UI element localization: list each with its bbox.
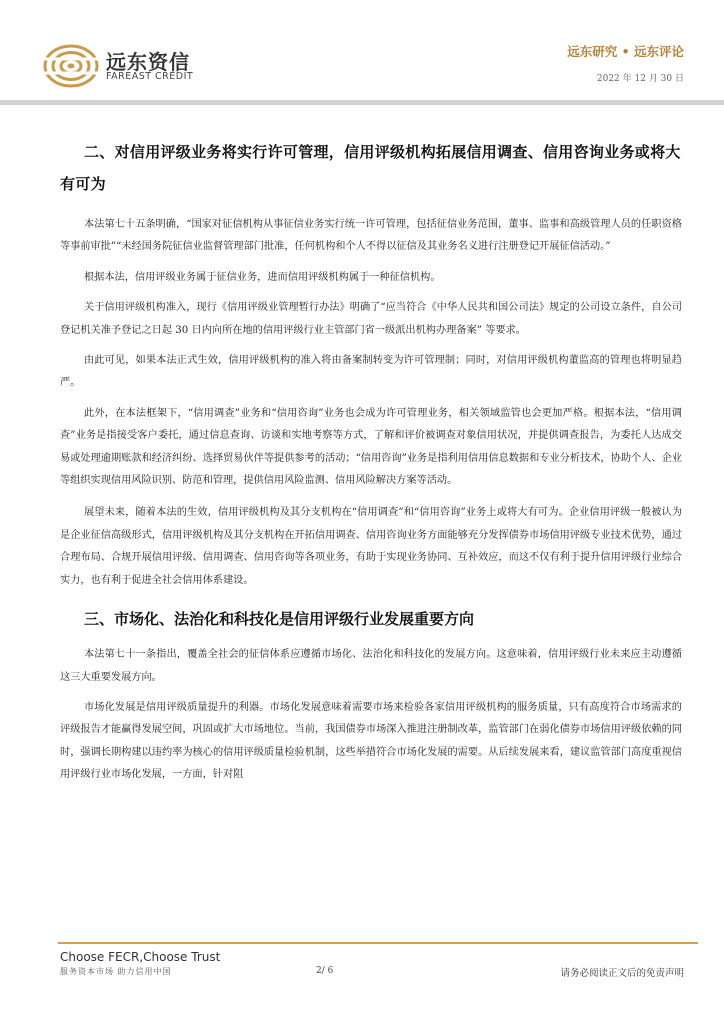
paragraph: 本法第七十一条指出，覆盖全社会的征信体系应遵循市场化、法治化和科技化的发展方向。这意味着，信用评级行业未来应主动遵循这三大重要发展方向。 bbox=[60, 649, 682, 683]
fareast-logo-icon bbox=[42, 42, 100, 90]
section-body bbox=[60, 644, 682, 786]
page-number: 2/ 6 bbox=[316, 966, 334, 976]
section-heading: 二、对信用评级业务将实行许可管理，信用评级机构拓展信用调查、信用咨询业务或将大有可为 bbox=[60, 143, 681, 193]
disclaimer-note: 请务必阅读正文后的免责声明 bbox=[560, 968, 684, 979]
brand-name-english: FAREAST CREDIT bbox=[106, 71, 194, 82]
paragraph: 此外，在本法框架下，“信用调查”业务和“信用咨询”业务也会成为许可管理业务，相关领域监管也会更加严格。根据本法，“信用调查”业务是指接受客户委托，通过信息查询、访谈和实地考察等方式，了解和评价被调查对象信用状况，并提供调查报告，为委托人达成交易或处理逾期账款和经济纠纷、选择贸易伙伴等提供参考的活动；“信用咨询”业务是指利用信用信息数据和专业分析技术，协助个人、企业等组织实现信用风险识别、防范和管理，提供信用风险监测、信用风险解决方案等活动。 bbox=[60, 407, 682, 487]
paragraph: 根据本法，信用评级业务属于征信业务，进而信用评级机构属于一种征信机构。 bbox=[84, 271, 441, 283]
report-date: 2022 年 12 月 30 日 bbox=[596, 74, 684, 84]
paragraph: 展望未来，随着本法的生效，信用评级机构及其分支机构在“信用调查”和“信用咨询”业务上或将大有可为。企业信用评级一般被认为是企业征信高级形式，信用评级机构及其分支机构在开拓信用调查、信用咨询业务方面能够充分发挥债券市场信用评级专业技术优势，通过合理布局、合规开展信用评级、信用调查、信用咨询等各项业务，有助于实现业务协同、互补效应，而这不仅有利于提升信用评级行业综合实力，也有利于促进全社会信用体系建设。 bbox=[60, 507, 682, 586]
document-body bbox=[60, 136, 682, 787]
section-body bbox=[60, 214, 682, 592]
header-divider bbox=[0, 100, 724, 105]
report-series: 远东研究 • 远东评论 bbox=[567, 44, 684, 59]
page-header bbox=[0, 0, 724, 100]
paragraph: 本法第七十五条明确，“国家对征信机构从事征信业务实行统一许可管理，包括征信业务范围，董事、监事和高级管理人员的任职资格等事前审批”“未经国务院征信业监督管理部门批准，任何机构和个人不得以征信及其业务名义进行注册登记开展征信活动。” bbox=[60, 219, 682, 253]
footer-tagline: 服务资本市场 助力信用中国 bbox=[60, 967, 172, 976]
section-heading: 三、市场化、法治化和科技化是信用评级行业发展重要方向 bbox=[84, 610, 475, 629]
paragraph: 关于信用评级机构准入，现行《信用评级业管理暂行办法》明确了“应当符合《中华人民共和国公司法》规定的公司设立条件，自公司登记机关准予登记之日起 30 日内向所在地的信用评级行业主管部门省一级派出机构办理备案” 等要求。 bbox=[60, 302, 682, 336]
footer-divider bbox=[58, 942, 698, 944]
footer-slogan: Choose FECR,Choose Trust bbox=[60, 950, 221, 964]
paragraph: 市场化发展是信用评级质量提升的利器。市场化发展意味着需要市场来检验各家信用评级机构的服务质量，只有高度符合市场需求的评级报告才能赢得发展空间，巩固或扩大市场地位。当前，我国债券市场深入推进注册制改革，监管部门在弱化债券市场信用评级依赖的同时，强调长期构建以违约率为核心的信用评级质量检验机制，这些举措符合市场化发展的需要。从后续发展来看，建议监管部门高度重视信用评级行业市场化发展，一方面，针对阻 bbox=[60, 701, 682, 781]
brand-name: 远东资信 bbox=[106, 50, 190, 74]
paragraph: 由此可见，如果本法正式生效，信用评级机构的准入将由备案制转变为许可管理制；同时，对信用评级机构董监高的管理也将明显趋严。 bbox=[60, 355, 682, 389]
